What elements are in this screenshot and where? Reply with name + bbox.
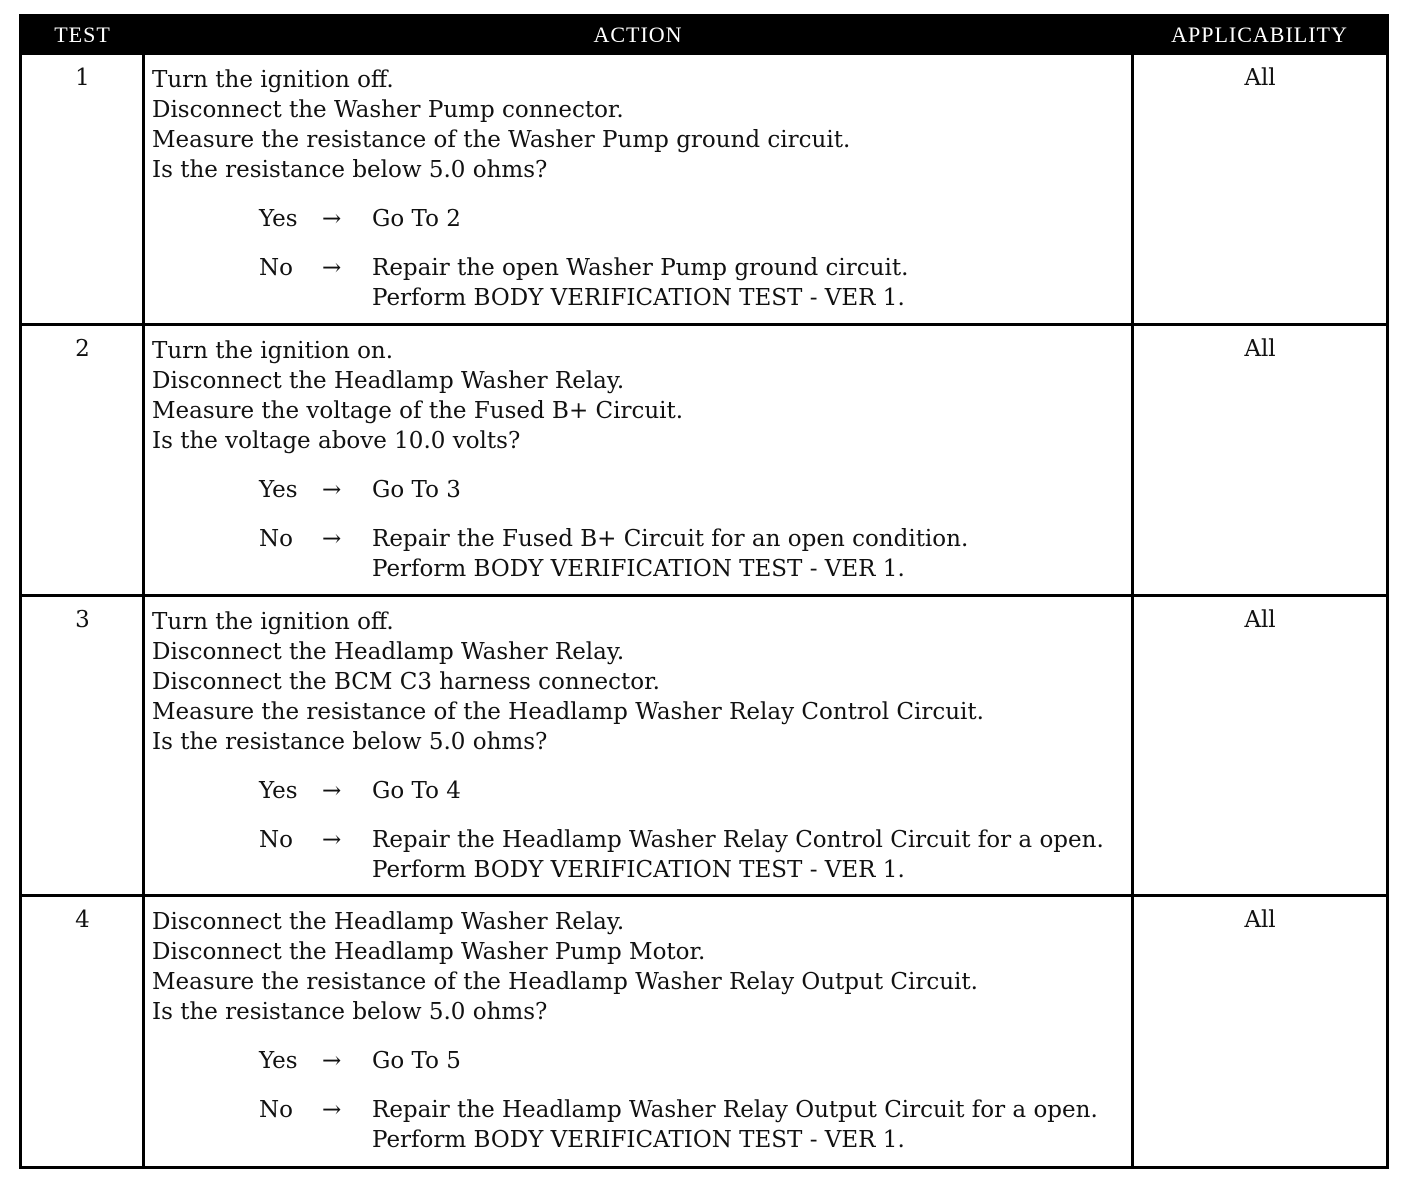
right-arrow-icon: → [322, 526, 342, 552]
action-step: Turn the ignition off. [152, 67, 394, 93]
right-arrow-icon: → [322, 477, 342, 503]
yes-result: Go To 2 [372, 206, 461, 232]
yes-result: Go To 3 [372, 477, 461, 503]
action-step: Disconnect the Headlamp Washer Relay. [152, 639, 625, 665]
no-result-verification: Perform BODY VERIFICATION TEST - VER 1. [372, 1127, 905, 1153]
header-applicability: APPLICABILITY [1171, 22, 1348, 47]
applicability-value: All [1244, 336, 1276, 362]
yes-label: Yes [259, 477, 298, 503]
action-step: Is the resistance below 5.0 ohms? [152, 157, 548, 183]
no-result-verification: Perform BODY VERIFICATION TEST - VER 1. [372, 285, 905, 311]
no-label: No [259, 255, 293, 281]
applicability-value: All [1244, 607, 1276, 633]
action-step: Measure the resistance of the Washer Pump ground circuit. [152, 127, 851, 153]
right-arrow-icon: → [322, 778, 342, 804]
action-step: Is the voltage above 10.0 volts? [152, 428, 521, 454]
table-row [22, 55, 1386, 323]
right-arrow-icon: → [322, 1048, 342, 1074]
header-test: TEST [54, 22, 111, 47]
action-step: Disconnect the Headlamp Washer Relay. [152, 368, 625, 394]
action-step: Is the resistance below 5.0 ohms? [152, 999, 548, 1025]
action-step: Measure the resistance of the Headlamp Washer Relay Control Circuit. [152, 699, 984, 725]
applicability-value: All [1244, 65, 1276, 91]
test-number: 3 [75, 607, 90, 633]
action-steps [152, 336, 683, 456]
table-row [22, 594, 1386, 894]
table-row [22, 894, 1386, 1169]
action-steps [152, 907, 978, 1027]
test-number: 2 [75, 336, 90, 362]
no-label: No [259, 1097, 293, 1123]
test-number: 1 [75, 65, 90, 91]
right-arrow-icon: → [322, 827, 342, 853]
right-arrow-icon: → [322, 1097, 342, 1123]
action-step: Is the resistance below 5.0 ohms? [152, 729, 548, 755]
action-step: Turn the ignition off. [152, 609, 394, 635]
yes-label: Yes [259, 1048, 298, 1074]
action-step: Turn the ignition on. [152, 338, 394, 364]
action-step: Measure the resistance of the Headlamp Washer Relay Output Circuit. [152, 969, 978, 995]
table-header [22, 14, 1386, 55]
test-number: 4 [75, 907, 90, 933]
yes-result: Go To 5 [372, 1048, 461, 1074]
action-step: Disconnect the BCM C3 harness connector. [152, 669, 660, 695]
no-result: Repair the open Washer Pump ground circuit. [372, 255, 909, 281]
yes-label: Yes [259, 778, 298, 804]
header-action: ACTION [593, 22, 683, 47]
diagnostic-test-table [19, 14, 1389, 1169]
no-result: Repair the Headlamp Washer Relay Control Circuit for a open. [372, 827, 1104, 853]
no-result: Repair the Headlamp Washer Relay Output Circuit for a open. [372, 1097, 1098, 1123]
no-result-verification: Perform BODY VERIFICATION TEST - VER 1. [372, 556, 905, 582]
no-label: No [259, 827, 293, 853]
right-arrow-icon: → [322, 255, 342, 281]
no-result-verification: Perform BODY VERIFICATION TEST - VER 1. [372, 857, 905, 883]
action-steps [152, 65, 850, 185]
table-row [22, 323, 1386, 594]
action-step: Disconnect the Headlamp Washer Pump Motor. [152, 939, 706, 965]
action-step: Measure the voltage of the Fused B+ Circuit. [152, 398, 684, 424]
no-label: No [259, 526, 293, 552]
yes-label: Yes [259, 206, 298, 232]
no-result: Repair the Fused B+ Circuit for an open condition. [372, 526, 969, 552]
action-steps [152, 607, 984, 757]
yes-result: Go To 4 [372, 778, 461, 804]
right-arrow-icon: → [322, 206, 342, 232]
action-step: Disconnect the Headlamp Washer Relay. [152, 909, 625, 935]
applicability-value: All [1244, 907, 1276, 933]
action-step: Disconnect the Washer Pump connector. [152, 97, 624, 123]
